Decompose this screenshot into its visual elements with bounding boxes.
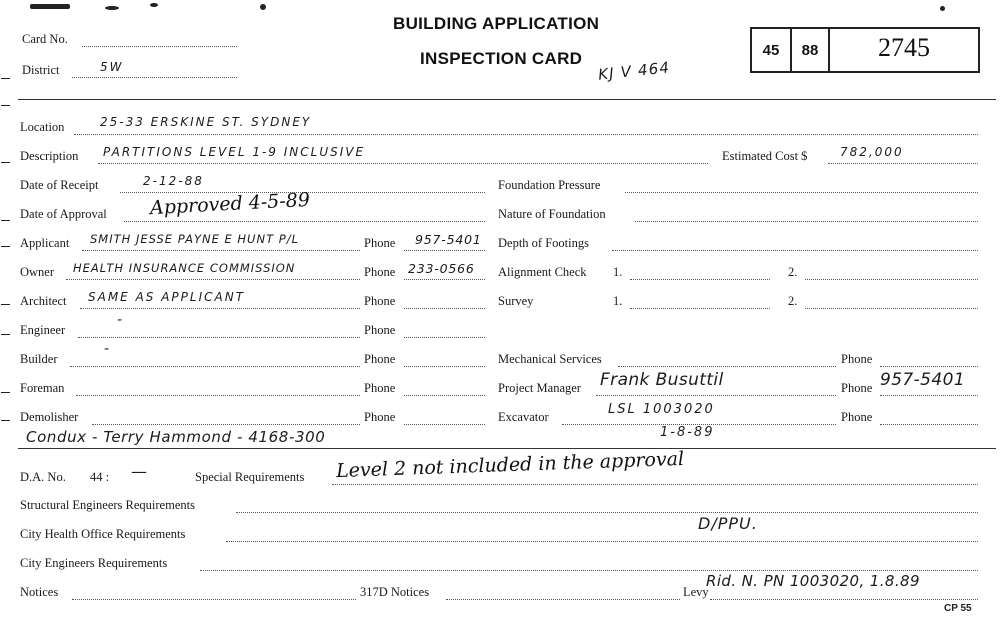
engineer-phone-label: Phone: [364, 323, 396, 337]
project-manager-phone-value: 957-5401: [880, 370, 966, 390]
project-manager-phone-line: [880, 395, 978, 396]
architect-phone-line: [404, 308, 485, 309]
margin-tick: [1, 246, 10, 247]
description-label: Description: [20, 149, 79, 163]
date-approval-label: Date of Approval: [20, 207, 107, 221]
survey-num-2: 2.: [788, 294, 798, 308]
margin-tick: [1, 78, 10, 79]
mechanical-label: Mechanical Services: [498, 352, 602, 366]
margin-tick: [1, 304, 10, 305]
ink-speck: [940, 6, 945, 11]
alignment-num-1: 1.: [613, 265, 623, 279]
notices-317d-line: [446, 599, 680, 600]
city-eng-label: City Engineers Requirements: [20, 556, 168, 570]
demolisher-phone-label: Phone: [364, 410, 396, 424]
owner-line: [66, 279, 360, 280]
district-line: [72, 77, 237, 78]
special-req-line: [332, 484, 978, 485]
survey-line-2: [805, 308, 978, 309]
reference-handwritten: KJ V 464: [597, 58, 672, 84]
excavator-phone-label: Phone: [841, 410, 873, 424]
mechanical-line: [618, 366, 836, 367]
applicant-label: Applicant: [20, 236, 70, 250]
notices-line: [72, 599, 356, 600]
mechanical-phone-line: [880, 366, 978, 367]
applicant-phone-value: 957-5401: [415, 232, 482, 247]
applicant-value: SMITH JESSE PAYNE E HUNT P/L: [90, 232, 299, 246]
card-number-box: [750, 27, 980, 73]
foreman-line: [76, 395, 360, 396]
box-cell-2: 88: [792, 29, 830, 71]
alignment-num-2: 2.: [788, 265, 798, 279]
location-label: Location: [20, 120, 65, 134]
owner-phone-label: Phone: [364, 265, 396, 279]
demolisher-label: Demolisher: [20, 410, 79, 424]
builder-value: -: [104, 341, 111, 357]
levy-label: Levy: [683, 585, 709, 599]
special-req-label: Special Requirements: [195, 470, 305, 484]
builder-label: Builder: [20, 352, 58, 366]
owner-phone-line: [404, 279, 485, 280]
ink-speck: [30, 4, 70, 9]
survey-label: Survey: [498, 294, 534, 308]
date-approval-line: [124, 221, 485, 222]
box-cell-1: 45: [752, 29, 792, 71]
card-title-line2: INSPECTION CARD: [420, 49, 583, 68]
location-value: 25-33 ERSKINE ST. SYDNEY: [100, 115, 312, 129]
engineer-label: Engineer: [20, 323, 66, 337]
depth-footings-line: [612, 250, 978, 251]
project-manager-label: Project Manager: [498, 381, 581, 395]
project-manager-value: Frank Busuttil: [600, 370, 724, 390]
margin-tick: [1, 220, 10, 221]
architect-value: SAME AS APPLICANT: [88, 290, 246, 304]
structural-label: Structural Engineers Requirements: [20, 498, 195, 512]
applicant-phone-label: Phone: [364, 236, 396, 250]
architect-line: [80, 308, 360, 309]
owner-label: Owner: [20, 265, 55, 279]
margin-tick: [1, 420, 10, 421]
alignment-line-2: [805, 279, 978, 280]
ink-speck: [105, 6, 119, 10]
levy-value: Rid. N. PN 1003020, 1.8.89: [706, 572, 920, 590]
survey-line-1: [630, 308, 770, 309]
architect-label: Architect: [20, 294, 67, 308]
applicant-phone-line: [404, 250, 485, 251]
card-title-line1: BUILDING APPLICATION: [393, 14, 600, 33]
foreman-phone-line: [404, 395, 485, 396]
location-line: [74, 134, 978, 135]
estimated-cost-value: 782,000: [840, 145, 904, 159]
alignment-line-1: [630, 279, 770, 280]
estimated-cost-label: Estimated Cost $: [722, 149, 808, 163]
excavator-phone-line: [880, 424, 978, 425]
description-value: PARTITIONS LEVEL 1-9 INCLUSIVE: [103, 145, 366, 159]
margin-tick: [1, 105, 10, 106]
header-rule: [18, 99, 996, 100]
builder-phone-line: [404, 366, 485, 367]
da-no-value: 44 :: [90, 470, 110, 484]
levy-line: [710, 599, 978, 600]
depth-footings-label: Depth of Footings: [498, 236, 589, 250]
date-receipt-label: Date of Receipt: [20, 178, 99, 192]
notices-label: Notices: [20, 585, 59, 599]
special-req-value: Level 2 not included in the approval: [335, 447, 685, 483]
demolisher-line: [92, 424, 360, 425]
card-no-line: [82, 46, 237, 47]
builder-line: [70, 366, 360, 367]
demolisher-phone-line: [404, 424, 485, 425]
applicant-line: [82, 250, 360, 251]
margin-tick: [1, 334, 10, 335]
description-line: [98, 163, 708, 164]
engineer-phone-line: [404, 337, 485, 338]
city-eng-line: [200, 570, 978, 571]
foundation-pressure-line: [625, 192, 978, 193]
project-manager-phone-label: Phone: [841, 381, 873, 395]
notices-317d-label: 317D Notices: [360, 585, 430, 599]
foreman-phone-label: Phone: [364, 381, 396, 395]
project-manager-line: [596, 395, 836, 396]
excavator-label: Excavator: [498, 410, 549, 424]
condux-note: Condux - Terry Hammond - 4168-300: [26, 428, 326, 446]
structural-line: [236, 512, 978, 513]
survey-num-1: 1.: [613, 294, 623, 308]
district-value: 5W: [100, 60, 124, 74]
architect-phone-label: Phone: [364, 294, 396, 308]
foundation-pressure-label: Foundation Pressure: [498, 178, 601, 192]
mechanical-phone-label: Phone: [841, 352, 873, 366]
card-number: 2745: [878, 33, 930, 62]
ink-speck: [260, 4, 266, 10]
health-value: D/PPU.: [698, 514, 758, 533]
health-label: City Health Office Requirements: [20, 527, 186, 541]
margin-tick: [1, 392, 10, 393]
estimated-cost-line: [828, 163, 978, 164]
nature-foundation-line: [635, 221, 978, 222]
owner-phone-value: 233-0566: [408, 261, 475, 276]
lower-rule: [18, 448, 996, 449]
nature-foundation-label: Nature of Foundation: [498, 207, 606, 221]
district-label: District: [22, 63, 60, 77]
margin-tick: [1, 162, 10, 163]
engineer-value: -: [117, 312, 124, 328]
foreman-label: Foreman: [20, 381, 65, 395]
form-code: CP 55: [944, 603, 972, 614]
card-no-label: Card No.: [22, 32, 68, 46]
excavator-value: LSL 1003020: [608, 402, 715, 417]
ink-speck: [150, 3, 158, 7]
engineer-line: [78, 337, 360, 338]
da-no-label: D.A. No.: [20, 470, 66, 484]
health-line: [226, 541, 978, 542]
excavator-date: 1-8-89: [660, 425, 715, 440]
builder-phone-label: Phone: [364, 352, 396, 366]
alignment-check-label: Alignment Check: [498, 265, 587, 279]
date-receipt-value: 2-12-88: [143, 174, 204, 188]
owner-value: HEALTH INSURANCE COMMISSION: [73, 261, 296, 275]
da-no-dash: —: [131, 462, 149, 481]
date-approval-value: Approved 4-5-89: [149, 188, 311, 220]
